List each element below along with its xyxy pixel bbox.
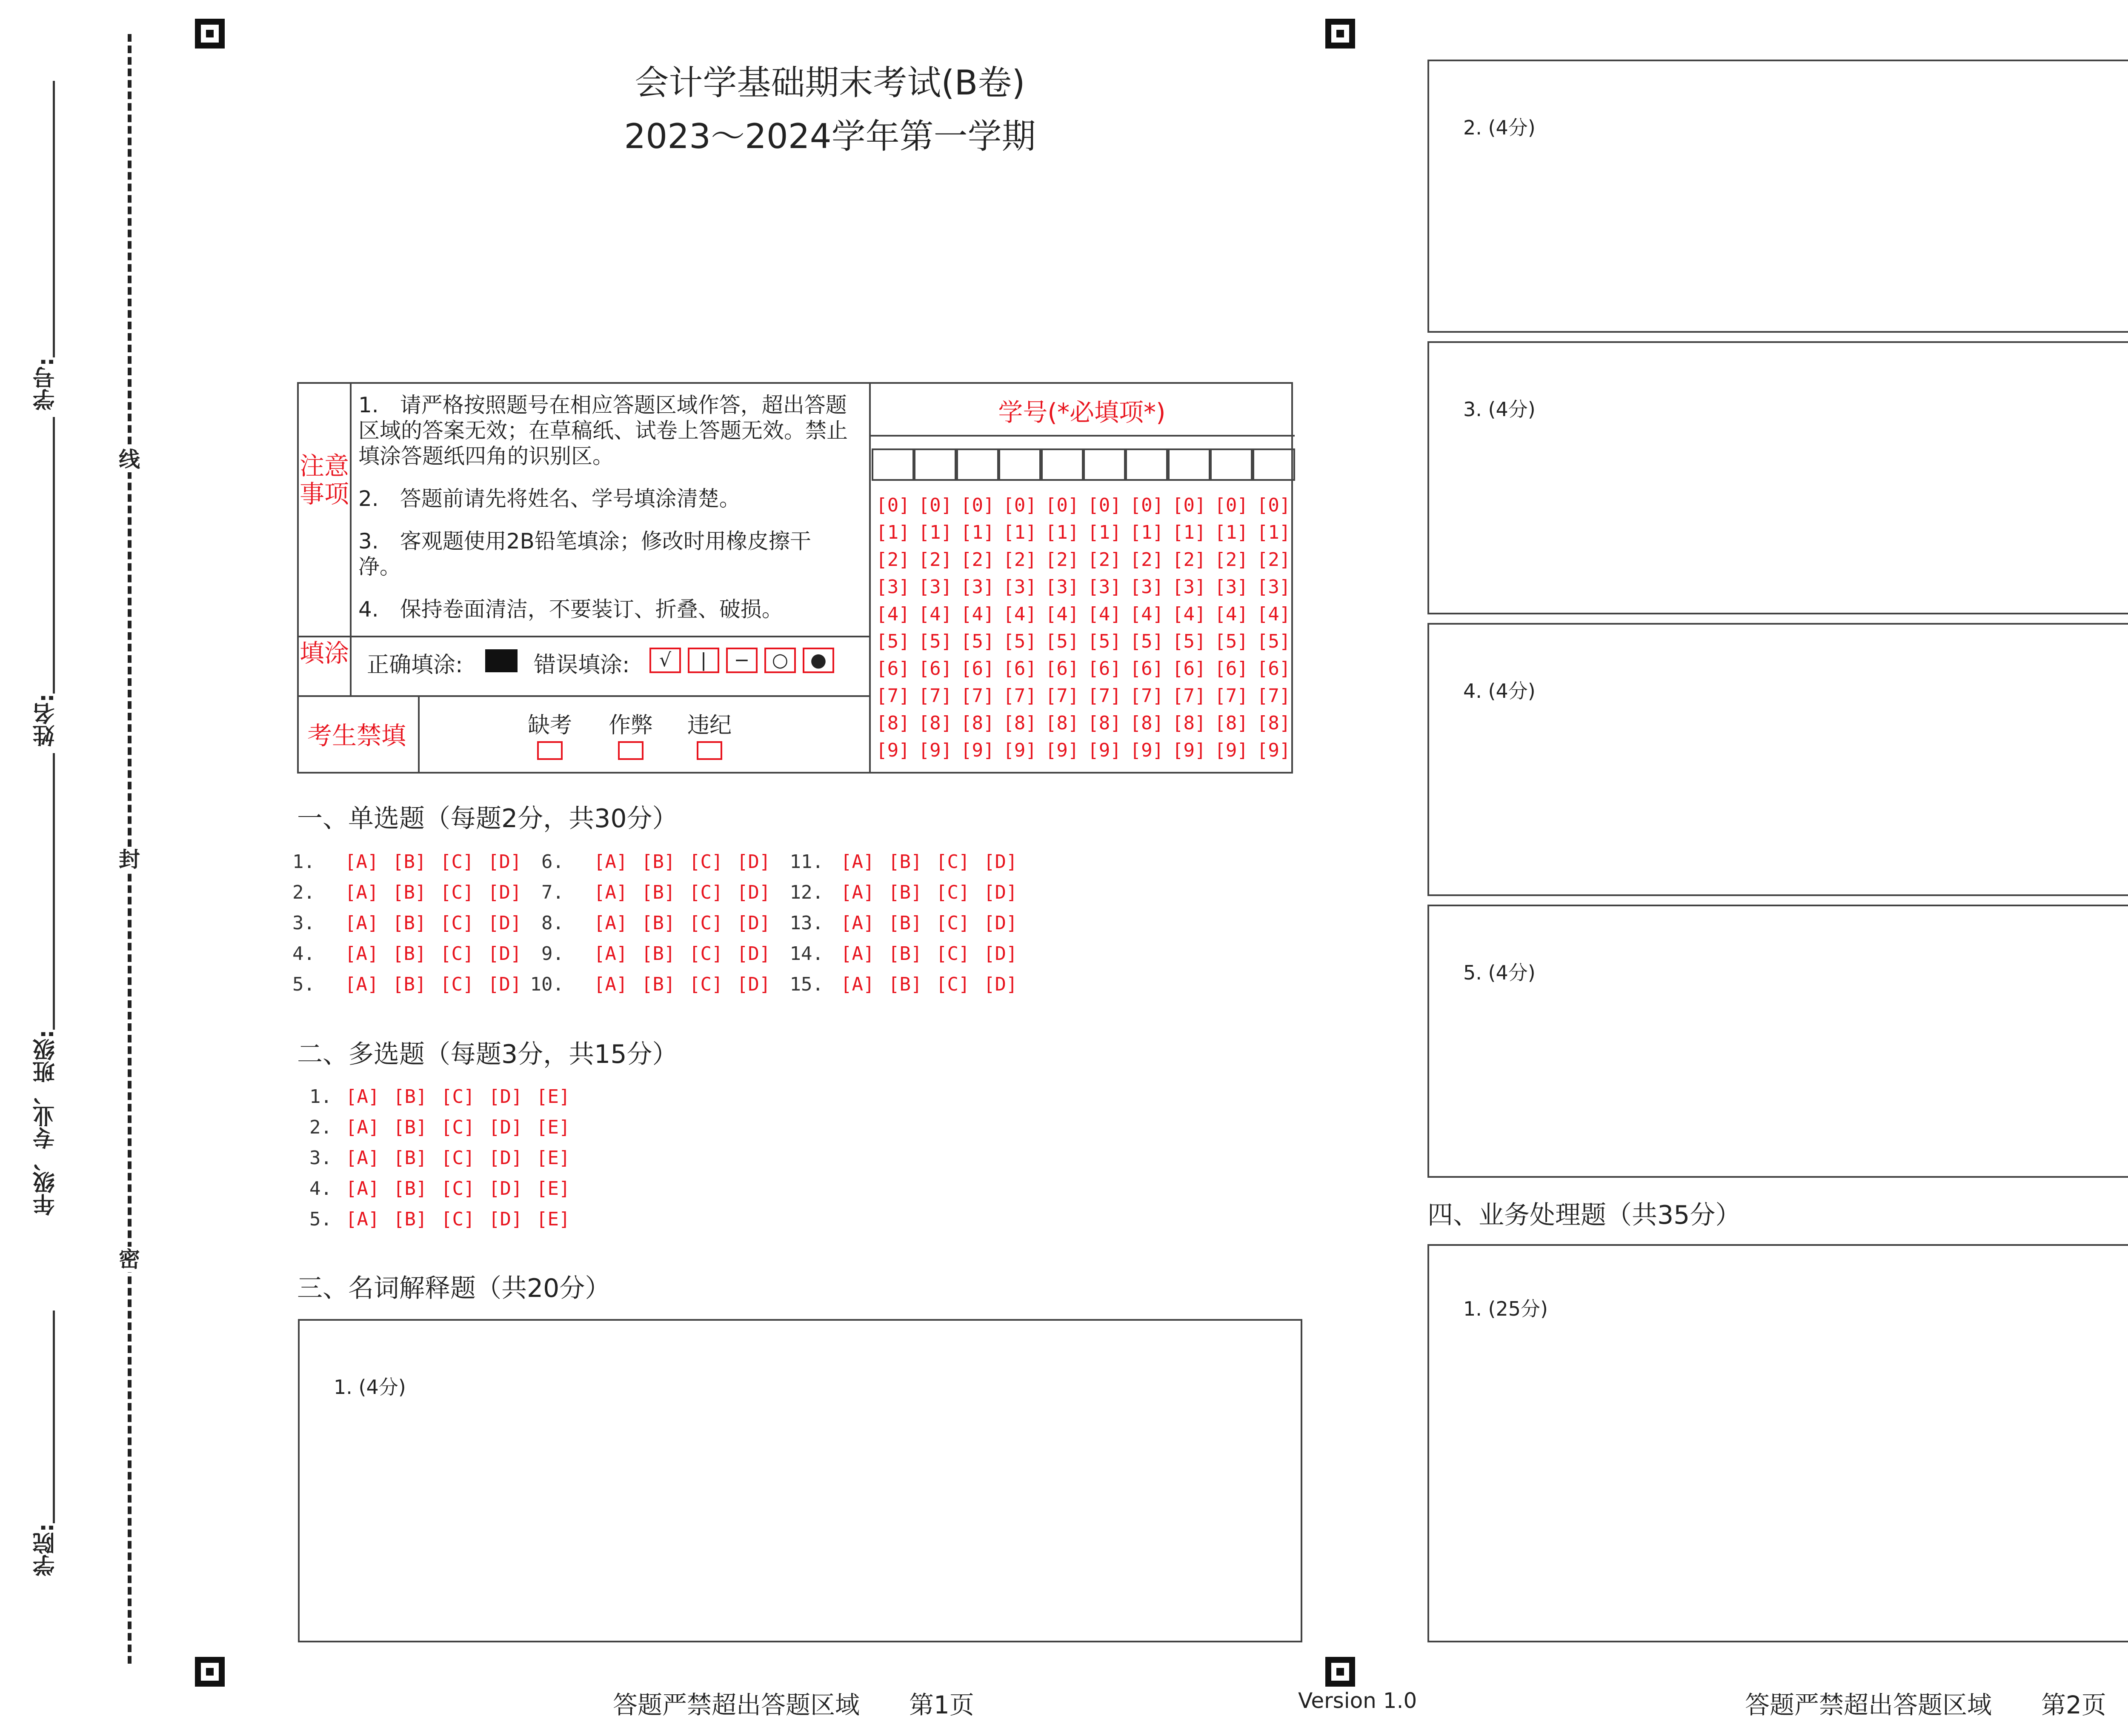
answer-option[interactable]: [C] bbox=[441, 1116, 475, 1138]
student-id-digit[interactable]: [7] bbox=[1172, 685, 1206, 707]
student-id-digit[interactable]: [5] bbox=[1003, 631, 1037, 652]
student-id-digit[interactable]: [0] bbox=[918, 494, 952, 516]
answer-option[interactable]: [D] bbox=[984, 943, 1018, 965]
student-id-digit[interactable]: [9] bbox=[1003, 740, 1037, 761]
student-id-digit[interactable]: [7] bbox=[918, 685, 952, 707]
fill-label: 填涂 bbox=[299, 639, 349, 668]
student-id-digit[interactable]: [3] bbox=[918, 576, 952, 598]
answer-option[interactable]: [C] bbox=[440, 912, 474, 934]
answer-option[interactable]: [A] bbox=[594, 882, 628, 903]
answer-option[interactable]: [C] bbox=[689, 943, 723, 965]
divider bbox=[869, 384, 871, 774]
name-line bbox=[53, 417, 55, 694]
college-line bbox=[53, 1311, 55, 1523]
answer-option[interactable]: [D] bbox=[489, 1147, 523, 1169]
class-label: 年级、专业、班级: bbox=[33, 1030, 59, 1216]
footer-page2: 答题严禁超出答题区域 第2页 bbox=[1745, 1690, 2106, 1719]
answer-option[interactable]: [B] bbox=[888, 943, 922, 965]
answer-option[interactable]: [C] bbox=[440, 974, 474, 995]
answer-option[interactable]: [B] bbox=[392, 851, 426, 873]
student-id-digit[interactable]: [4] bbox=[1214, 603, 1248, 625]
student-id-digit[interactable]: [5] bbox=[1172, 631, 1206, 652]
student-id-digit[interactable]: [6] bbox=[876, 658, 910, 680]
answer-option[interactable]: [D] bbox=[984, 912, 1018, 934]
answer-option[interactable]: [C] bbox=[441, 1208, 475, 1230]
divider bbox=[299, 636, 869, 637]
answer-option[interactable]: [E] bbox=[536, 1086, 570, 1108]
answer-option[interactable]: [C] bbox=[936, 974, 970, 995]
student-id-cell[interactable] bbox=[1168, 448, 1210, 481]
answer-option[interactable]: [C] bbox=[936, 943, 970, 965]
student-id-digit[interactable]: [8] bbox=[1130, 712, 1164, 734]
answer-option[interactable]: [D] bbox=[489, 1208, 523, 1230]
question-number: 4. bbox=[292, 943, 315, 965]
student-id-digit[interactable]: [6] bbox=[961, 658, 995, 680]
student-id-digit[interactable]: [5] bbox=[1087, 631, 1121, 652]
student-id-digit[interactable]: [1] bbox=[1003, 522, 1037, 543]
answer-option[interactable]: [B] bbox=[641, 912, 675, 934]
student-id-digit[interactable]: [4] bbox=[1045, 603, 1079, 625]
notice-item-1: 1. 请严格按照题号在相应答题区域作答，超出答题区域的答案无效；在草稿纸、试卷上答题无效。禁止填涂答题纸四角的识别区。 bbox=[358, 393, 848, 468]
student-id-digit[interactable]: [6] bbox=[918, 658, 952, 680]
student-id-digit[interactable]: [4] bbox=[1172, 603, 1206, 625]
answer-option[interactable]: [A] bbox=[345, 882, 379, 903]
student-id-digit[interactable]: [3] bbox=[1172, 576, 1206, 598]
question-number: 2. bbox=[309, 1116, 332, 1138]
student-id-digit[interactable]: [8] bbox=[1172, 712, 1206, 734]
student-id-digit[interactable]: [6] bbox=[1172, 658, 1206, 680]
answer-option[interactable]: [A] bbox=[346, 1208, 380, 1230]
student-id-cell[interactable] bbox=[1125, 448, 1168, 481]
answer-option[interactable]: [C] bbox=[936, 851, 970, 873]
student-id-digit[interactable]: [6] bbox=[1045, 658, 1079, 680]
question-number: 1. bbox=[309, 1086, 332, 1108]
answer-option[interactable]: [E] bbox=[536, 1208, 570, 1230]
student-id-digit[interactable]: [4] bbox=[961, 603, 995, 625]
answer-option[interactable]: [C] bbox=[689, 882, 723, 903]
answer-option[interactable]: [D] bbox=[488, 974, 522, 995]
student-id-digit[interactable]: [8] bbox=[1214, 712, 1248, 734]
question-number: 9. bbox=[541, 943, 564, 965]
answer-option[interactable]: [E] bbox=[536, 1178, 570, 1199]
student-id-digit[interactable]: [6] bbox=[1003, 658, 1037, 680]
student-id-label: 学号: bbox=[33, 357, 59, 411]
student-id-digit[interactable]: [7] bbox=[961, 685, 995, 707]
wrong-mark-circle: ○ bbox=[764, 648, 796, 673]
forbid-violation-label: 违纪 bbox=[687, 713, 732, 738]
footer-page1: 答题严禁超出答题区域 第1页 bbox=[613, 1690, 974, 1719]
question-number: 5. bbox=[309, 1208, 332, 1230]
student-id-cell[interactable] bbox=[998, 448, 1041, 481]
student-id-digit[interactable]: [3] bbox=[876, 576, 910, 598]
student-id-digit[interactable]: [3] bbox=[961, 576, 995, 598]
student-id-cell[interactable] bbox=[1083, 448, 1126, 481]
answer-option[interactable]: [D] bbox=[489, 1178, 523, 1199]
student-id-digit[interactable]: [9] bbox=[876, 740, 910, 761]
student-id-digit[interactable]: [8] bbox=[961, 712, 995, 734]
answer-option[interactable]: [C] bbox=[441, 1147, 475, 1169]
cut-word-line: 线 bbox=[119, 447, 140, 472]
answer-option[interactable]: [A] bbox=[346, 1116, 380, 1138]
answer-option[interactable]: [A] bbox=[345, 912, 379, 934]
answer-option[interactable]: [B] bbox=[392, 943, 426, 965]
answer-option[interactable]: [A] bbox=[345, 851, 379, 873]
student-id-digit[interactable]: [9] bbox=[961, 740, 995, 761]
answer-option[interactable]: [C] bbox=[689, 851, 723, 873]
question-number: 10. bbox=[530, 974, 564, 995]
answer-option[interactable]: [B] bbox=[393, 1147, 427, 1169]
student-id-digit[interactable]: [0] bbox=[1087, 494, 1121, 516]
notice-item-3: 3. 客观题使用2B铅笔填涂；修改时用橡皮擦干净。 bbox=[358, 529, 811, 579]
answer-option[interactable]: [B] bbox=[641, 851, 675, 873]
student-id-line bbox=[53, 81, 55, 357]
student-id-digit[interactable]: [2] bbox=[1256, 549, 1291, 571]
answer-option[interactable]: [D] bbox=[737, 974, 771, 995]
student-id-digit[interactable]: [1] bbox=[876, 522, 910, 543]
exam-term: 2023～2024学年第一学期 bbox=[624, 117, 1036, 156]
question-number: 12. bbox=[789, 882, 824, 903]
answer-option[interactable]: [C] bbox=[689, 974, 723, 995]
section2-heading: 二、多选题（每题3分，共15分） bbox=[297, 1039, 678, 1069]
question-label: 2. (4分) bbox=[1463, 116, 1536, 139]
question-number: 15. bbox=[789, 974, 824, 995]
student-id-digit[interactable]: [4] bbox=[1003, 603, 1037, 625]
answer-option[interactable]: [D] bbox=[984, 974, 1018, 995]
student-id-digit[interactable]: [9] bbox=[918, 740, 952, 761]
answer-option[interactable]: [B] bbox=[393, 1208, 427, 1230]
student-id-digit[interactable]: [3] bbox=[1130, 576, 1164, 598]
answer-option[interactable]: [A] bbox=[594, 912, 628, 934]
student-id-digit[interactable]: [5] bbox=[961, 631, 995, 652]
name-label: 姓名: bbox=[33, 694, 59, 747]
student-id-digit[interactable]: [0] bbox=[961, 494, 995, 516]
answer-box-term-1[interactable] bbox=[298, 1319, 1302, 1642]
answer-option[interactable]: [D] bbox=[984, 851, 1018, 873]
question-number: 13. bbox=[789, 912, 824, 934]
answer-option[interactable]: [D] bbox=[489, 1086, 523, 1108]
student-id-digit[interactable]: [6] bbox=[1087, 658, 1121, 680]
corner-mark-icon bbox=[1325, 1657, 1355, 1687]
answer-option[interactable]: [B] bbox=[641, 882, 675, 903]
section3-heading: 三、名词解释题（共20分） bbox=[297, 1273, 611, 1303]
divider bbox=[350, 636, 352, 695]
answer-option[interactable]: [C] bbox=[441, 1178, 475, 1199]
notice-item-4: 4. 保持卷面清洁，不要装订、折叠、破损。 bbox=[358, 597, 783, 622]
question-label: 4. (4分) bbox=[1463, 680, 1536, 702]
student-id-digit[interactable]: [1] bbox=[1172, 522, 1206, 543]
answer-option[interactable]: [A] bbox=[594, 974, 628, 995]
question-number: 2. bbox=[292, 882, 315, 903]
question-number: 11. bbox=[789, 851, 824, 873]
student-id-cell[interactable] bbox=[1210, 448, 1253, 481]
student-id-digit[interactable]: [0] bbox=[876, 494, 910, 516]
student-id-digit[interactable]: [9] bbox=[1130, 740, 1164, 761]
student-id-digit[interactable]: [9] bbox=[1087, 740, 1121, 761]
student-id-digit[interactable]: [0] bbox=[1214, 494, 1248, 516]
answer-box-term-5[interactable] bbox=[1427, 905, 2128, 1178]
question-number: 3. bbox=[309, 1147, 332, 1169]
wrong-mark-dot: ● bbox=[803, 648, 834, 673]
answer-option[interactable]: [B] bbox=[393, 1116, 427, 1138]
student-id-digit[interactable]: [7] bbox=[1045, 685, 1079, 707]
question-number: 14. bbox=[789, 943, 824, 965]
student-id-digit[interactable]: [2] bbox=[961, 549, 995, 571]
student-id-cell[interactable] bbox=[872, 448, 914, 481]
student-id-digit[interactable]: [9] bbox=[1045, 740, 1079, 761]
student-id-digit[interactable]: [2] bbox=[1214, 549, 1248, 571]
student-id-digit[interactable]: [3] bbox=[1003, 576, 1037, 598]
answer-option[interactable]: [D] bbox=[488, 882, 522, 903]
student-id-digit[interactable]: [9] bbox=[1256, 740, 1291, 761]
student-id-digit[interactable]: [7] bbox=[1130, 685, 1164, 707]
answer-option[interactable]: [D] bbox=[489, 1116, 523, 1138]
student-id-digit[interactable]: [1] bbox=[1256, 522, 1291, 543]
answer-box-term-2[interactable] bbox=[1427, 60, 2128, 333]
answer-option[interactable]: [A] bbox=[841, 974, 875, 995]
version-label: Version 1.0 bbox=[1298, 1688, 1417, 1713]
student-id-cell[interactable] bbox=[1253, 448, 1295, 481]
answer-option[interactable]: [D] bbox=[488, 851, 522, 873]
student-id-digit[interactable]: [2] bbox=[876, 549, 910, 571]
answer-option[interactable]: [C] bbox=[440, 851, 474, 873]
notice-item-2: 2. 答题前请先将姓名、学号填涂清楚。 bbox=[358, 486, 741, 511]
student-id-digit[interactable]: [3] bbox=[1214, 576, 1248, 598]
student-id-digit[interactable]: [3] bbox=[1045, 576, 1079, 598]
question-number: 7. bbox=[541, 882, 564, 903]
student-id-digit[interactable]: [1] bbox=[1214, 522, 1248, 543]
student-id-digit[interactable]: [3] bbox=[1087, 576, 1121, 598]
answer-option[interactable]: [B] bbox=[393, 1178, 427, 1199]
wrong-mark-bar: | bbox=[688, 648, 719, 673]
answer-option[interactable]: [A] bbox=[345, 943, 379, 965]
forbid-absent-label: 缺考 bbox=[527, 713, 572, 738]
divider bbox=[350, 384, 352, 644]
student-id-digit[interactable]: [7] bbox=[1087, 685, 1121, 707]
question-number: 6. bbox=[541, 851, 564, 873]
question-label: 1. (4分) bbox=[334, 1376, 406, 1399]
question-number: 3. bbox=[292, 912, 315, 934]
student-id-title: 学号(*必填项*) bbox=[998, 398, 1166, 427]
question-label: 5. (4分) bbox=[1463, 961, 1536, 984]
student-id-digit[interactable]: [8] bbox=[1045, 712, 1079, 734]
notice-title: 注意事项 bbox=[299, 451, 349, 508]
student-id-digit[interactable]: [2] bbox=[1087, 549, 1121, 571]
student-id-digit[interactable]: [7] bbox=[876, 685, 910, 707]
answer-option[interactable]: [C] bbox=[689, 912, 723, 934]
student-id-digit[interactable]: [2] bbox=[1045, 549, 1079, 571]
answer-option[interactable]: [B] bbox=[888, 851, 922, 873]
answer-option[interactable]: [C] bbox=[936, 882, 970, 903]
student-id-digit[interactable]: [2] bbox=[918, 549, 952, 571]
student-id-digit[interactable]: [8] bbox=[1003, 712, 1037, 734]
answer-option[interactable]: [D] bbox=[984, 882, 1018, 903]
student-id-cell[interactable] bbox=[956, 448, 999, 481]
student-id-digit[interactable]: [4] bbox=[876, 603, 910, 625]
answer-option[interactable]: [A] bbox=[346, 1178, 380, 1199]
student-id-digit[interactable]: [0] bbox=[1130, 494, 1164, 516]
answer-option[interactable]: [A] bbox=[346, 1147, 380, 1169]
answer-option[interactable]: [A] bbox=[841, 851, 875, 873]
question-number: 8. bbox=[541, 912, 564, 934]
exam-title: 会计学基础期末考试(B卷) bbox=[635, 63, 1025, 103]
answer-box-term-4[interactable] bbox=[1427, 623, 2128, 896]
answer-option[interactable]: [D] bbox=[737, 882, 771, 903]
student-id-digit[interactable]: [4] bbox=[1256, 603, 1291, 625]
question-label: 1. (25分) bbox=[1463, 1297, 1548, 1320]
divider bbox=[418, 695, 420, 774]
student-id-digit[interactable]: [2] bbox=[1130, 549, 1164, 571]
student-id-digit[interactable]: [4] bbox=[918, 603, 952, 625]
answer-option[interactable]: [C] bbox=[440, 943, 474, 965]
student-id-digit[interactable]: [7] bbox=[1003, 685, 1037, 707]
section4-heading: 四、业务处理题（共35分） bbox=[1427, 1200, 1741, 1230]
section1-heading: 一、单选题（每题2分，共30分） bbox=[297, 804, 678, 834]
question-number: 5. bbox=[292, 974, 315, 995]
student-id-digit[interactable]: [7] bbox=[1214, 685, 1248, 707]
answer-option[interactable]: [B] bbox=[641, 943, 675, 965]
student-id-digit[interactable]: [6] bbox=[1214, 658, 1248, 680]
student-id-digit[interactable]: [6] bbox=[1256, 658, 1291, 680]
answer-option[interactable]: [B] bbox=[392, 974, 426, 995]
question-label: 3. (4分) bbox=[1463, 398, 1536, 421]
answer-option[interactable]: [B] bbox=[392, 912, 426, 934]
corner-mark-icon bbox=[195, 19, 225, 49]
wrong-fill-label: 错误填涂: bbox=[534, 652, 630, 678]
notice-box bbox=[297, 382, 1293, 774]
answer-option[interactable]: [A] bbox=[346, 1086, 380, 1108]
student-id-digit[interactable]: [2] bbox=[1003, 549, 1037, 571]
student-id-digit[interactable]: [3] bbox=[1256, 576, 1291, 598]
wrong-mark-dash: − bbox=[726, 648, 758, 673]
correct-fill-label: 正确填涂: bbox=[367, 652, 463, 678]
answer-option[interactable]: [C] bbox=[440, 882, 474, 903]
answer-option[interactable]: [D] bbox=[737, 851, 771, 873]
student-id-digit[interactable]: [1] bbox=[1087, 522, 1121, 543]
student-id-digit[interactable]: [5] bbox=[1045, 631, 1079, 652]
student-id-digit[interactable]: [8] bbox=[1087, 712, 1121, 734]
answer-option[interactable]: [D] bbox=[488, 912, 522, 934]
answer-option[interactable]: [B] bbox=[888, 974, 922, 995]
answer-option[interactable]: [B] bbox=[888, 912, 922, 934]
forbid-absent-box[interactable] bbox=[537, 741, 563, 760]
wrong-mark-check: √ bbox=[649, 648, 681, 673]
divider bbox=[299, 695, 869, 697]
student-id-digit[interactable]: [5] bbox=[1256, 631, 1291, 652]
student-id-digit[interactable]: [7] bbox=[1256, 685, 1291, 707]
answer-option[interactable]: [A] bbox=[594, 851, 628, 873]
corner-mark-icon bbox=[1325, 19, 1355, 49]
student-id-digit[interactable]: [1] bbox=[1130, 522, 1164, 543]
answer-option[interactable]: [E] bbox=[536, 1147, 570, 1169]
question-number: 1. bbox=[292, 851, 315, 873]
student-id-digit[interactable]: [9] bbox=[1214, 740, 1248, 761]
college-label: 学院: bbox=[33, 1523, 59, 1576]
student-id-digit[interactable]: [8] bbox=[918, 712, 952, 734]
question-number: 4. bbox=[309, 1178, 332, 1199]
student-id-digit[interactable]: [5] bbox=[1130, 631, 1164, 652]
forbid-label: 考生禁填 bbox=[307, 721, 406, 750]
answer-option[interactable]: [E] bbox=[536, 1116, 570, 1138]
answer-option[interactable]: [A] bbox=[841, 943, 875, 965]
answer-box-business-1[interactable] bbox=[1427, 1244, 2128, 1642]
student-id-cell[interactable] bbox=[914, 448, 956, 481]
student-id-cell[interactable] bbox=[1041, 448, 1084, 481]
student-id-digit[interactable]: [9] bbox=[1172, 740, 1206, 761]
cut-word-secret: 密 bbox=[119, 1247, 140, 1272]
student-id-digit[interactable]: [5] bbox=[876, 631, 910, 652]
forbid-cheat-box[interactable] bbox=[618, 741, 644, 760]
student-id-digit[interactable]: [0] bbox=[1003, 494, 1037, 516]
answer-option[interactable]: [C] bbox=[936, 912, 970, 934]
forbid-violation-box[interactable] bbox=[697, 741, 722, 760]
answer-option[interactable]: [A] bbox=[841, 882, 875, 903]
student-id-digit[interactable]: [1] bbox=[918, 522, 952, 543]
answer-option[interactable]: [D] bbox=[737, 912, 771, 934]
answer-option[interactable]: [B] bbox=[641, 974, 675, 995]
answer-box-term-3[interactable] bbox=[1427, 341, 2128, 614]
corner-mark-icon bbox=[195, 1657, 225, 1687]
answer-option[interactable]: [A] bbox=[594, 943, 628, 965]
student-id-digit[interactable]: [5] bbox=[1214, 631, 1248, 652]
answer-option[interactable]: [A] bbox=[841, 912, 875, 934]
answer-option[interactable]: [B] bbox=[393, 1086, 427, 1108]
answer-option[interactable]: [D] bbox=[488, 943, 522, 965]
answer-option[interactable]: [B] bbox=[888, 882, 922, 903]
answer-option[interactable]: [B] bbox=[392, 882, 426, 903]
correct-fill-sample bbox=[485, 649, 518, 672]
student-id-digit[interactable]: [0] bbox=[1256, 494, 1291, 516]
student-id-digit[interactable]: [4] bbox=[1130, 603, 1164, 625]
student-id-digit[interactable]: [8] bbox=[876, 712, 910, 734]
divider bbox=[869, 435, 1295, 437]
student-id-digit[interactable]: [5] bbox=[918, 631, 952, 652]
answer-option[interactable]: [A] bbox=[345, 974, 379, 995]
student-id-digit[interactable]: [6] bbox=[1130, 658, 1164, 680]
cut-word-seal: 封 bbox=[119, 847, 140, 872]
student-id-digit[interactable]: [0] bbox=[1045, 494, 1079, 516]
class-line bbox=[53, 753, 55, 1030]
student-id-digit[interactable]: [0] bbox=[1172, 494, 1206, 516]
student-id-digit[interactable]: [1] bbox=[961, 522, 995, 543]
answer-option[interactable]: [D] bbox=[737, 943, 771, 965]
student-id-digit[interactable]: [1] bbox=[1045, 522, 1079, 543]
student-id-digit[interactable]: [4] bbox=[1087, 603, 1121, 625]
student-id-digit[interactable]: [8] bbox=[1256, 712, 1291, 734]
answer-option[interactable]: [C] bbox=[441, 1086, 475, 1108]
student-id-digit[interactable]: [2] bbox=[1172, 549, 1206, 571]
forbid-cheat-label: 作弊 bbox=[608, 713, 653, 738]
